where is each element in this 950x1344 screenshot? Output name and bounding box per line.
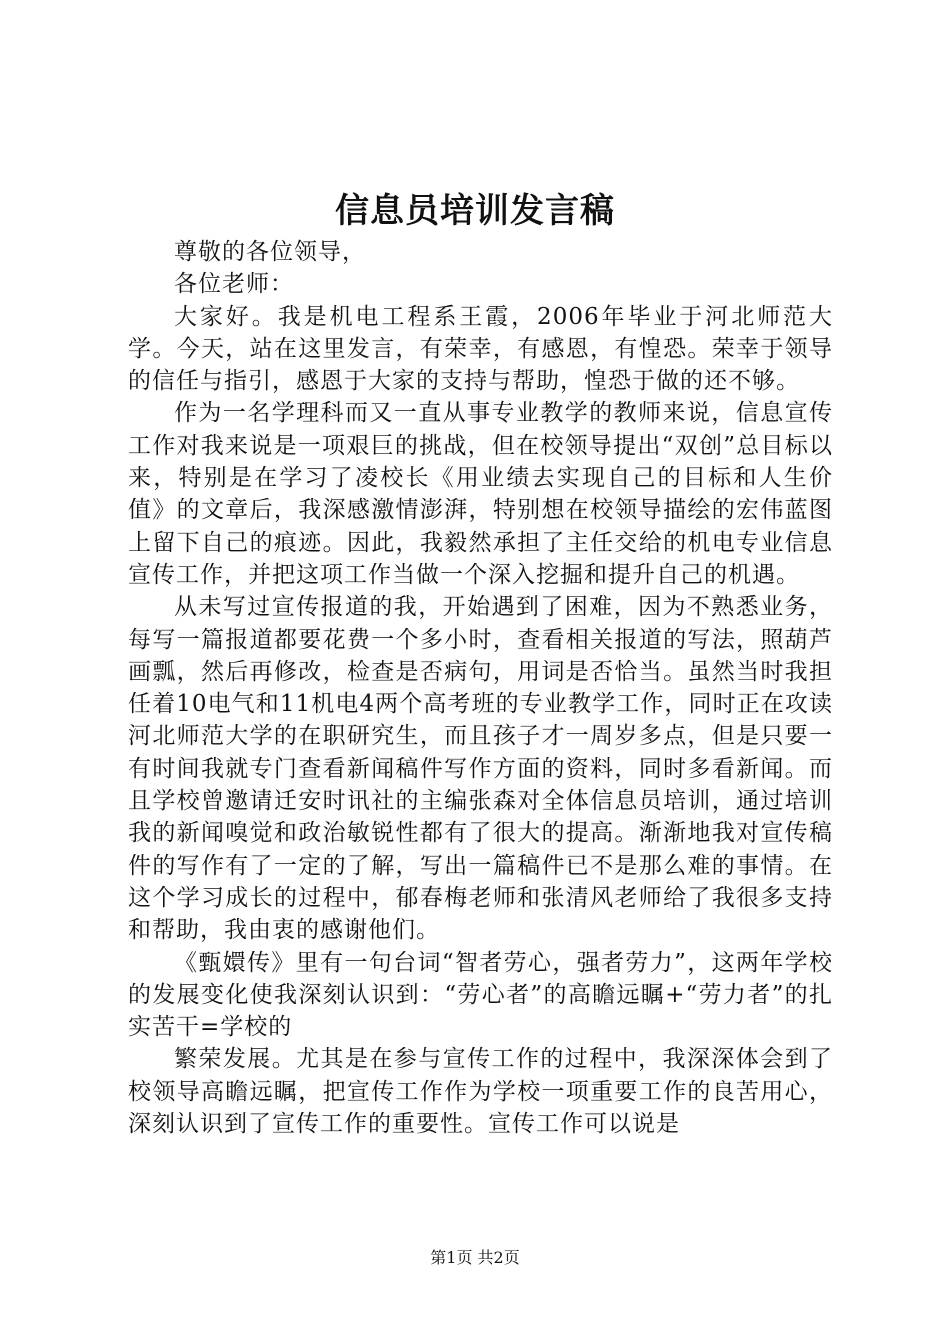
document-title: 信息员培训发言稿: [335, 191, 615, 231]
paragraph: 繁荣发展。尤其是在参与宣传工作的过程中，我深深体会到了校领导高瞻远瞩，把宣传工作作为学校一项重要工作的良苦用心，深刻认识到了宣传工作的重要性。宣传工作可以说是: [128, 1046, 833, 1138]
paragraph: 从未写过宣传报道的我，开始遇到了困难，因为不熟悉业务，每写一篇报道都要花费一个多小时，查看相关报道的写法，照葫芦画瓢，然后再修改，检查是否病句，用词是否恰当。虽然当时我担任着10电气和11机电4两个高考班的专业教学工作，同时正在攻读河北师范大学的在职研究生，而且孩子才一周岁多点，但是只要一有时间我就专门查看新闻稿件写作方面的资料，同时多看新闻。而且学校曾邀请迁安时讯社的主编张森对全体信息员培训，通过培训我的新闻嗅觉和政治敏锐性都有了很大的提高。渐渐地我对宣传稿件的写作有了一定的了解，写出一篇稿件已不是那么难的事情。在这个学习成长的过程中，郁春梅老师和张清风老师给了我很多支持和帮助，我由衷的感谢他们。: [128, 594, 833, 944]
paragraph: 《甄嬛传》里有一句台词“智者劳心，强者劳力”，这两年学校的发展变化使我深刻认识到：“劳心者”的高瞻远瞩+“劳力者”的扎实苦干=学校的: [128, 949, 833, 1041]
document-body: [128, 236, 833, 1140]
salutation-line-1: 尊敬的各位领导，: [174, 239, 366, 265]
paragraph: 作为一名学理科而又一直从事专业教学的教师来说，信息宣传工作对我来说是一项艰巨的挑战，但在校领导提出“双创”总目标以来，特别是在学习了凌校长《用业绩去实现自己的目标和人生价值》的文章后，我深感激情澎湃，特别想在校领导描绘的宏伟蓝图上留下自己的痕迹。因此，我毅然承担了主任交给的机电专业信息宣传工作，并把这项工作当做一个深入挖掘和提升自己的机遇。: [128, 400, 833, 588]
paragraph: 大家好。我是机电工程系王霞，2006年毕业于河北师范大学。今天，站在这里发言，有荣幸，有感恩，有惶恐。荣幸于领导的信任与指引，感恩于大家的支持与帮助，惶恐于做的还不够。: [128, 303, 833, 395]
page-footer: 第1页 共2页: [430, 1248, 520, 1267]
salutation-line-2: 各位老师：: [174, 271, 294, 298]
